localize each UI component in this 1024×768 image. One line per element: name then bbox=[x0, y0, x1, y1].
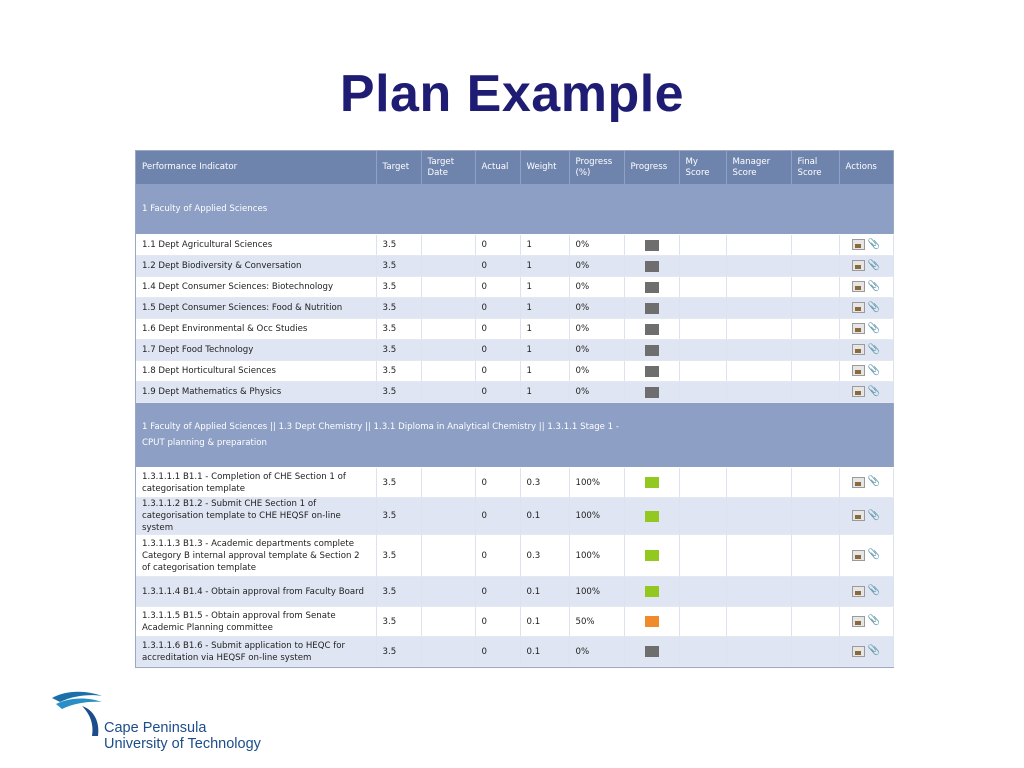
progress-status-swatch bbox=[645, 366, 659, 377]
cell-final-score bbox=[791, 607, 839, 637]
cell-actions bbox=[839, 577, 893, 607]
progress-status-swatch bbox=[645, 261, 659, 272]
cell-manager-score bbox=[726, 382, 791, 403]
progress-status-swatch bbox=[645, 511, 659, 522]
attachment-icon[interactable]: 📎 bbox=[867, 280, 880, 292]
cell-actions bbox=[839, 535, 893, 577]
attachment-icon[interactable]: 📎 bbox=[867, 509, 880, 521]
cell-target-date bbox=[421, 340, 475, 361]
assign-users-icon[interactable] bbox=[852, 260, 865, 271]
cell-actual: 0 bbox=[475, 498, 520, 535]
cell-target-date bbox=[421, 607, 475, 637]
cell-indicator: 1.8 Dept Horticultural Sciences bbox=[136, 361, 376, 382]
cell-progress-pct: 50% bbox=[569, 607, 624, 637]
cell-target-date bbox=[421, 361, 475, 382]
table-row[interactable] bbox=[136, 607, 893, 637]
cell-final-score bbox=[791, 256, 839, 277]
table-row[interactable] bbox=[136, 319, 893, 340]
assign-users-icon[interactable] bbox=[852, 386, 865, 397]
cell-final-score bbox=[791, 498, 839, 535]
cell-indicator: 1.3.1.1.5 B1.5 - Obtain approval from Senate Academic Planning committee bbox=[136, 607, 376, 637]
cell-manager-score bbox=[726, 277, 791, 298]
cell-actions bbox=[839, 298, 893, 319]
header-weight[interactable]: Weight bbox=[520, 151, 569, 184]
cell-target-date bbox=[421, 577, 475, 607]
cell-manager-score bbox=[726, 637, 791, 667]
header-final-score[interactable]: Final Score bbox=[791, 151, 839, 184]
table-row[interactable] bbox=[136, 277, 893, 298]
plan-table bbox=[136, 151, 894, 667]
cell-target: 3.5 bbox=[376, 535, 421, 577]
attachment-icon[interactable]: 📎 bbox=[867, 645, 880, 656]
cell-weight: 1 bbox=[520, 319, 569, 340]
progress-status-swatch bbox=[645, 586, 659, 597]
cell-final-score bbox=[791, 535, 839, 577]
attachment-icon[interactable]: 📎 bbox=[867, 322, 880, 334]
cell-weight: 0.3 bbox=[520, 535, 569, 577]
cell-progress-pct: 0% bbox=[569, 637, 624, 667]
cell-target: 3.5 bbox=[376, 498, 421, 535]
cell-target: 3.5 bbox=[376, 577, 421, 607]
cell-target-date bbox=[421, 382, 475, 403]
attachment-icon[interactable]: 📎 bbox=[867, 615, 880, 626]
header-target[interactable]: Target bbox=[376, 151, 421, 184]
cell-manager-score bbox=[726, 235, 791, 256]
cell-progress-pct: 0% bbox=[569, 256, 624, 277]
cell-target: 3.5 bbox=[376, 319, 421, 340]
slide-title: Plan Example bbox=[339, 65, 685, 123]
cell-actions bbox=[839, 607, 893, 637]
progress-status-swatch bbox=[645, 303, 659, 314]
cell-final-score bbox=[791, 340, 839, 361]
table-row[interactable] bbox=[136, 468, 893, 498]
progress-status-swatch bbox=[645, 616, 659, 627]
cell-actual: 0 bbox=[475, 382, 520, 403]
assign-users-icon[interactable] bbox=[852, 281, 865, 292]
assign-users-icon[interactable] bbox=[852, 550, 865, 561]
cell-target: 3.5 bbox=[376, 468, 421, 498]
cell-actual: 0 bbox=[475, 577, 520, 607]
cell-target-date bbox=[421, 535, 475, 577]
cell-actual: 0 bbox=[475, 468, 520, 498]
cell-progress-pct: 100% bbox=[569, 535, 624, 577]
cell-indicator: 1.3.1.1.6 B1.6 - Submit application to HEQC for accreditation via HEQSF on-line system bbox=[136, 637, 376, 667]
cell-progress bbox=[624, 468, 679, 498]
cell-target: 3.5 bbox=[376, 235, 421, 256]
cell-progress-pct: 0% bbox=[569, 361, 624, 382]
attachment-icon[interactable]: 📎 bbox=[867, 476, 880, 487]
cell-actual: 0 bbox=[475, 298, 520, 319]
cell-actions bbox=[839, 277, 893, 298]
cell-target: 3.5 bbox=[376, 382, 421, 403]
cell-target: 3.5 bbox=[376, 340, 421, 361]
header-progress[interactable]: Progress bbox=[624, 151, 679, 184]
cell-my-score bbox=[679, 382, 726, 403]
assign-users-icon[interactable] bbox=[852, 477, 865, 488]
progress-status-swatch bbox=[645, 345, 659, 356]
cell-actual: 0 bbox=[475, 637, 520, 667]
cell-target-date bbox=[421, 319, 475, 340]
progress-status-swatch bbox=[645, 387, 659, 398]
cell-indicator: 1.2 Dept Biodiversity & Conversation bbox=[136, 256, 376, 277]
assign-users-icon[interactable] bbox=[852, 586, 865, 597]
attachment-icon[interactable]: 📎 bbox=[867, 343, 880, 355]
cell-manager-score bbox=[726, 498, 791, 535]
attachment-icon[interactable]: 📎 bbox=[867, 385, 880, 397]
attachment-icon[interactable]: 📎 bbox=[867, 301, 880, 313]
cell-progress bbox=[624, 382, 679, 403]
cell-my-score bbox=[679, 361, 726, 382]
cell-target: 3.5 bbox=[376, 298, 421, 319]
cell-target: 3.5 bbox=[376, 277, 421, 298]
assign-users-icon[interactable] bbox=[852, 323, 865, 334]
group-title: 1 Faculty of Applied Sciences || 1.3 Dept Chemistry || 1.3.1 Diploma in Analytical Chemistry || 1.3.1.1 Stage 1 - CPUT planning & preparation bbox=[136, 403, 893, 468]
cell-indicator: 1.5 Dept Consumer Sciences: Food & Nutrition bbox=[136, 298, 376, 319]
header-indicator[interactable]: Performance Indicator bbox=[136, 151, 376, 184]
table-row[interactable] bbox=[136, 235, 893, 256]
cell-manager-score bbox=[726, 256, 791, 277]
group-header-row[interactable] bbox=[136, 403, 893, 468]
cell-weight: 0.1 bbox=[520, 607, 569, 637]
cell-target-date bbox=[421, 498, 475, 535]
attachment-icon[interactable]: 📎 bbox=[867, 549, 880, 560]
cell-actions bbox=[839, 340, 893, 361]
cell-progress-pct: 0% bbox=[569, 235, 624, 256]
header-actual[interactable]: Actual bbox=[475, 151, 520, 184]
cell-actual: 0 bbox=[475, 361, 520, 382]
cell-manager-score bbox=[726, 340, 791, 361]
cell-manager-score bbox=[726, 468, 791, 498]
cell-my-score bbox=[679, 319, 726, 340]
cell-manager-score bbox=[726, 535, 791, 577]
cell-final-score bbox=[791, 319, 839, 340]
cell-my-score bbox=[679, 607, 726, 637]
cell-manager-score bbox=[726, 298, 791, 319]
assign-users-icon[interactable] bbox=[852, 616, 865, 627]
assign-users-icon[interactable] bbox=[852, 239, 865, 250]
cell-progress-pct: 0% bbox=[569, 298, 624, 319]
cell-indicator: 1.6 Dept Environmental & Occ Studies bbox=[136, 319, 376, 340]
progress-status-swatch bbox=[645, 550, 659, 561]
cell-target-date bbox=[421, 468, 475, 498]
header-target-date[interactable]: Target Date bbox=[421, 151, 475, 184]
table-row[interactable] bbox=[136, 340, 893, 361]
progress-status-swatch bbox=[645, 240, 659, 251]
header-manager-score[interactable]: Manager Score bbox=[726, 151, 791, 184]
cell-target-date bbox=[421, 637, 475, 667]
cell-indicator: 1.3.1.1.3 B1.3 - Academic departments complete Category B internal approval template & Section 2 of categorisation template bbox=[136, 535, 376, 577]
cell-weight: 1 bbox=[520, 340, 569, 361]
cell-progress-pct: 0% bbox=[569, 382, 624, 403]
cell-progress-pct: 100% bbox=[569, 498, 624, 535]
assign-users-icon[interactable] bbox=[852, 302, 865, 313]
cell-my-score bbox=[679, 235, 726, 256]
cell-actions bbox=[839, 256, 893, 277]
attachment-icon[interactable]: 📎 bbox=[867, 259, 880, 271]
attachment-icon[interactable]: 📎 bbox=[867, 585, 880, 596]
cell-my-score bbox=[679, 498, 726, 535]
cell-weight: 0.3 bbox=[520, 468, 569, 498]
cell-actions bbox=[839, 468, 893, 498]
table-row[interactable] bbox=[136, 498, 893, 535]
progress-status-swatch bbox=[645, 646, 659, 657]
cell-progress bbox=[624, 235, 679, 256]
cell-weight: 1 bbox=[520, 361, 569, 382]
brand-line-1: Cape Peninsula bbox=[104, 720, 207, 736]
cell-my-score bbox=[679, 468, 726, 498]
cell-progress bbox=[624, 361, 679, 382]
brand-line-2: University of Technology bbox=[104, 736, 261, 752]
cell-final-score bbox=[791, 468, 839, 498]
cell-progress bbox=[624, 319, 679, 340]
group-header-row[interactable] bbox=[136, 184, 893, 235]
cell-final-score bbox=[791, 298, 839, 319]
cell-actual: 0 bbox=[475, 235, 520, 256]
cell-progress bbox=[624, 277, 679, 298]
cell-target-date bbox=[421, 277, 475, 298]
cell-progress-pct: 0% bbox=[569, 277, 624, 298]
plan-table-container bbox=[135, 150, 894, 668]
table-row[interactable] bbox=[136, 577, 893, 607]
cell-progress bbox=[624, 498, 679, 535]
assign-users-icon[interactable] bbox=[852, 365, 865, 376]
cell-actual: 0 bbox=[475, 340, 520, 361]
cell-target-date bbox=[421, 256, 475, 277]
cell-final-score bbox=[791, 382, 839, 403]
cell-actual: 0 bbox=[475, 277, 520, 298]
cell-actions bbox=[839, 637, 893, 667]
table-header-row bbox=[136, 151, 893, 184]
attachment-icon[interactable]: 📎 bbox=[867, 238, 880, 250]
cell-my-score bbox=[679, 340, 726, 361]
cell-progress bbox=[624, 340, 679, 361]
cell-progress bbox=[624, 535, 679, 577]
cell-actions bbox=[839, 382, 893, 403]
table-row[interactable] bbox=[136, 256, 893, 277]
cell-weight: 1 bbox=[520, 382, 569, 403]
cell-actions bbox=[839, 498, 893, 535]
cell-actions bbox=[839, 235, 893, 256]
cell-progress-pct: 0% bbox=[569, 319, 624, 340]
cell-progress bbox=[624, 637, 679, 667]
cell-progress bbox=[624, 298, 679, 319]
cell-progress bbox=[624, 577, 679, 607]
header-actions: Actions bbox=[839, 151, 893, 184]
cell-actual: 0 bbox=[475, 535, 520, 577]
cell-target: 3.5 bbox=[376, 637, 421, 667]
attachment-icon[interactable]: 📎 bbox=[867, 364, 880, 376]
cell-progress bbox=[624, 256, 679, 277]
cell-my-score bbox=[679, 577, 726, 607]
table-row[interactable] bbox=[136, 382, 893, 403]
table-body bbox=[136, 184, 893, 667]
cell-progress-pct: 100% bbox=[569, 577, 624, 607]
cell-indicator: 1.9 Dept Mathematics & Physics bbox=[136, 382, 376, 403]
cell-my-score bbox=[679, 256, 726, 277]
cell-target: 3.5 bbox=[376, 256, 421, 277]
cell-final-score bbox=[791, 361, 839, 382]
cell-weight: 0.1 bbox=[520, 498, 569, 535]
cell-indicator: 1.3.1.1.4 B1.4 - Obtain approval from Faculty Board bbox=[136, 577, 376, 607]
group-title: 1 Faculty of Applied Sciences bbox=[136, 184, 893, 235]
cell-weight: 1 bbox=[520, 235, 569, 256]
cell-actual: 0 bbox=[475, 607, 520, 637]
cell-final-score bbox=[791, 577, 839, 607]
cell-final-score bbox=[791, 637, 839, 667]
cell-my-score bbox=[679, 298, 726, 319]
table-row[interactable] bbox=[136, 361, 893, 382]
progress-status-swatch bbox=[645, 324, 659, 335]
cell-indicator: 1.4 Dept Consumer Sciences: Biotechnology bbox=[136, 277, 376, 298]
cell-weight: 0.1 bbox=[520, 637, 569, 667]
cell-target: 3.5 bbox=[376, 361, 421, 382]
cell-target-date bbox=[421, 235, 475, 256]
brand-name bbox=[104, 720, 261, 752]
assign-users-icon[interactable] bbox=[852, 510, 865, 521]
cell-indicator: 1.7 Dept Food Technology bbox=[136, 340, 376, 361]
cell-indicator: 1.3.1.1.1 B1.1 - Completion of CHE Section 1 of categorisation template bbox=[136, 468, 376, 498]
cell-progress bbox=[624, 607, 679, 637]
cell-manager-score bbox=[726, 607, 791, 637]
cell-my-score bbox=[679, 535, 726, 577]
cell-progress-pct: 100% bbox=[569, 468, 624, 498]
assign-users-icon[interactable] bbox=[852, 646, 865, 657]
progress-status-swatch bbox=[645, 477, 659, 488]
cell-indicator: 1.3.1.1.2 B1.2 - Submit CHE Section 1 of categorisation template to CHE HEQSF on-line system bbox=[136, 498, 376, 535]
cell-manager-score bbox=[726, 361, 791, 382]
cell-actual: 0 bbox=[475, 256, 520, 277]
progress-status-swatch bbox=[645, 282, 659, 293]
cell-actual: 0 bbox=[475, 319, 520, 340]
cell-my-score bbox=[679, 277, 726, 298]
cell-weight: 0.1 bbox=[520, 577, 569, 607]
cell-progress-pct: 0% bbox=[569, 340, 624, 361]
table-row[interactable] bbox=[136, 637, 893, 667]
header-my-score[interactable]: My Score bbox=[679, 151, 726, 184]
table-row[interactable] bbox=[136, 535, 893, 577]
table-row[interactable] bbox=[136, 298, 893, 319]
cell-manager-score bbox=[726, 577, 791, 607]
cell-actions bbox=[839, 319, 893, 340]
cell-weight: 1 bbox=[520, 298, 569, 319]
header-progress-pct[interactable]: Progress (%) bbox=[569, 151, 624, 184]
cell-weight: 1 bbox=[520, 277, 569, 298]
cell-my-score bbox=[679, 637, 726, 667]
assign-users-icon[interactable] bbox=[852, 344, 865, 355]
cell-manager-score bbox=[726, 319, 791, 340]
cell-actions bbox=[839, 361, 893, 382]
cell-final-score bbox=[791, 277, 839, 298]
cell-weight: 1 bbox=[520, 256, 569, 277]
cell-indicator: 1.1 Dept Agricultural Sciences bbox=[136, 235, 376, 256]
cell-final-score bbox=[791, 235, 839, 256]
cell-target: 3.5 bbox=[376, 607, 421, 637]
cell-target-date bbox=[421, 298, 475, 319]
